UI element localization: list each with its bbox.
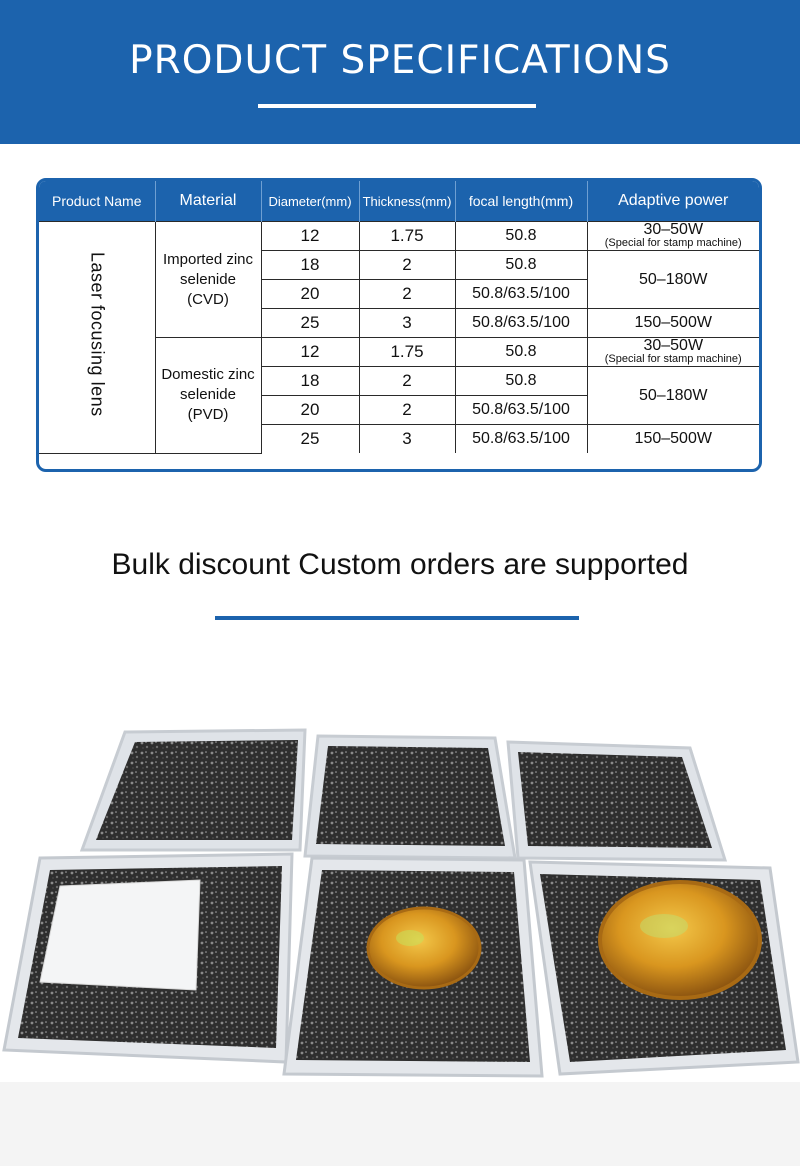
product-photo — [0, 690, 800, 1166]
lens-box-back-left — [82, 730, 305, 850]
lens-box-front-left — [4, 854, 292, 1062]
focal-cell: 50.8 — [455, 367, 587, 396]
lens-large — [600, 882, 760, 998]
header-banner — [0, 0, 800, 144]
power-cell-mid: 50–180W — [587, 367, 759, 425]
focal-cell: 50.8/63.5/100 — [455, 396, 587, 425]
lens-small — [368, 908, 480, 988]
thickness-cell: 1.75 — [359, 222, 455, 251]
thickness-cell: 3 — [359, 425, 455, 454]
material-cvd: Imported zinc selenide (CVD) — [155, 222, 261, 338]
header-focal-length: focal length(mm) — [455, 181, 587, 222]
diameter-cell: 25 — [261, 425, 359, 454]
diameter-cell: 18 — [261, 367, 359, 396]
header-product-name: Product Name — [39, 181, 155, 222]
thickness-cell: 2 — [359, 367, 455, 396]
spec-table — [36, 178, 762, 472]
header-adaptive-power: Adaptive power — [587, 181, 759, 222]
lens-box-front-right — [530, 862, 798, 1074]
lens-box-back-right — [508, 742, 725, 860]
title-underline — [258, 104, 536, 108]
thickness-cell: 3 — [359, 309, 455, 338]
thickness-cell: 2 — [359, 280, 455, 309]
power-cell-high: 150–500W — [587, 425, 759, 454]
diameter-cell: 18 — [261, 251, 359, 280]
header-diameter: Diameter(mm) — [261, 181, 359, 222]
focal-cell: 50.8/63.5/100 — [455, 280, 587, 309]
product-name: Laser focusing lens — [87, 252, 108, 418]
lens-box-front-middle — [284, 858, 542, 1076]
diameter-cell: 20 — [261, 396, 359, 425]
thickness-cell: 2 — [359, 396, 455, 425]
focal-cell: 50.8 — [455, 251, 587, 280]
focal-cell: 50.8/63.5/100 — [455, 425, 587, 454]
header-material: Material — [155, 181, 261, 222]
power-cell-high: 150–500W — [587, 309, 759, 338]
power-cell-mid: 50–180W — [587, 251, 759, 309]
diameter-cell: 12 — [261, 338, 359, 367]
diameter-cell: 20 — [261, 280, 359, 309]
diameter-cell: 12 — [261, 222, 359, 251]
focal-cell: 50.8 — [455, 338, 587, 367]
lens-box-back-middle — [305, 736, 515, 858]
power-cell-small: 30–50W (Special for stamp machine) — [587, 338, 759, 367]
table-row — [39, 222, 759, 251]
thickness-cell: 1.75 — [359, 338, 455, 367]
diameter-cell: 25 — [261, 309, 359, 338]
thickness-cell: 2 — [359, 251, 455, 280]
focal-cell: 50.8/63.5/100 — [455, 309, 587, 338]
material-pvd: Domestic zinc selenide (PVD) — [155, 338, 261, 454]
page-title: PRODUCT SPECIFICATIONS — [129, 38, 671, 83]
product-name-cell — [39, 222, 155, 454]
table-header-row — [39, 181, 759, 222]
promo-underline — [215, 616, 579, 620]
focal-cell: 50.8 — [455, 222, 587, 251]
power-cell-small: 30–50W (Special for stamp machine) — [587, 222, 759, 251]
header-thickness: Thickness(mm) — [359, 181, 455, 222]
promo-text: Bulk discount Custom orders are supported — [111, 548, 689, 581]
